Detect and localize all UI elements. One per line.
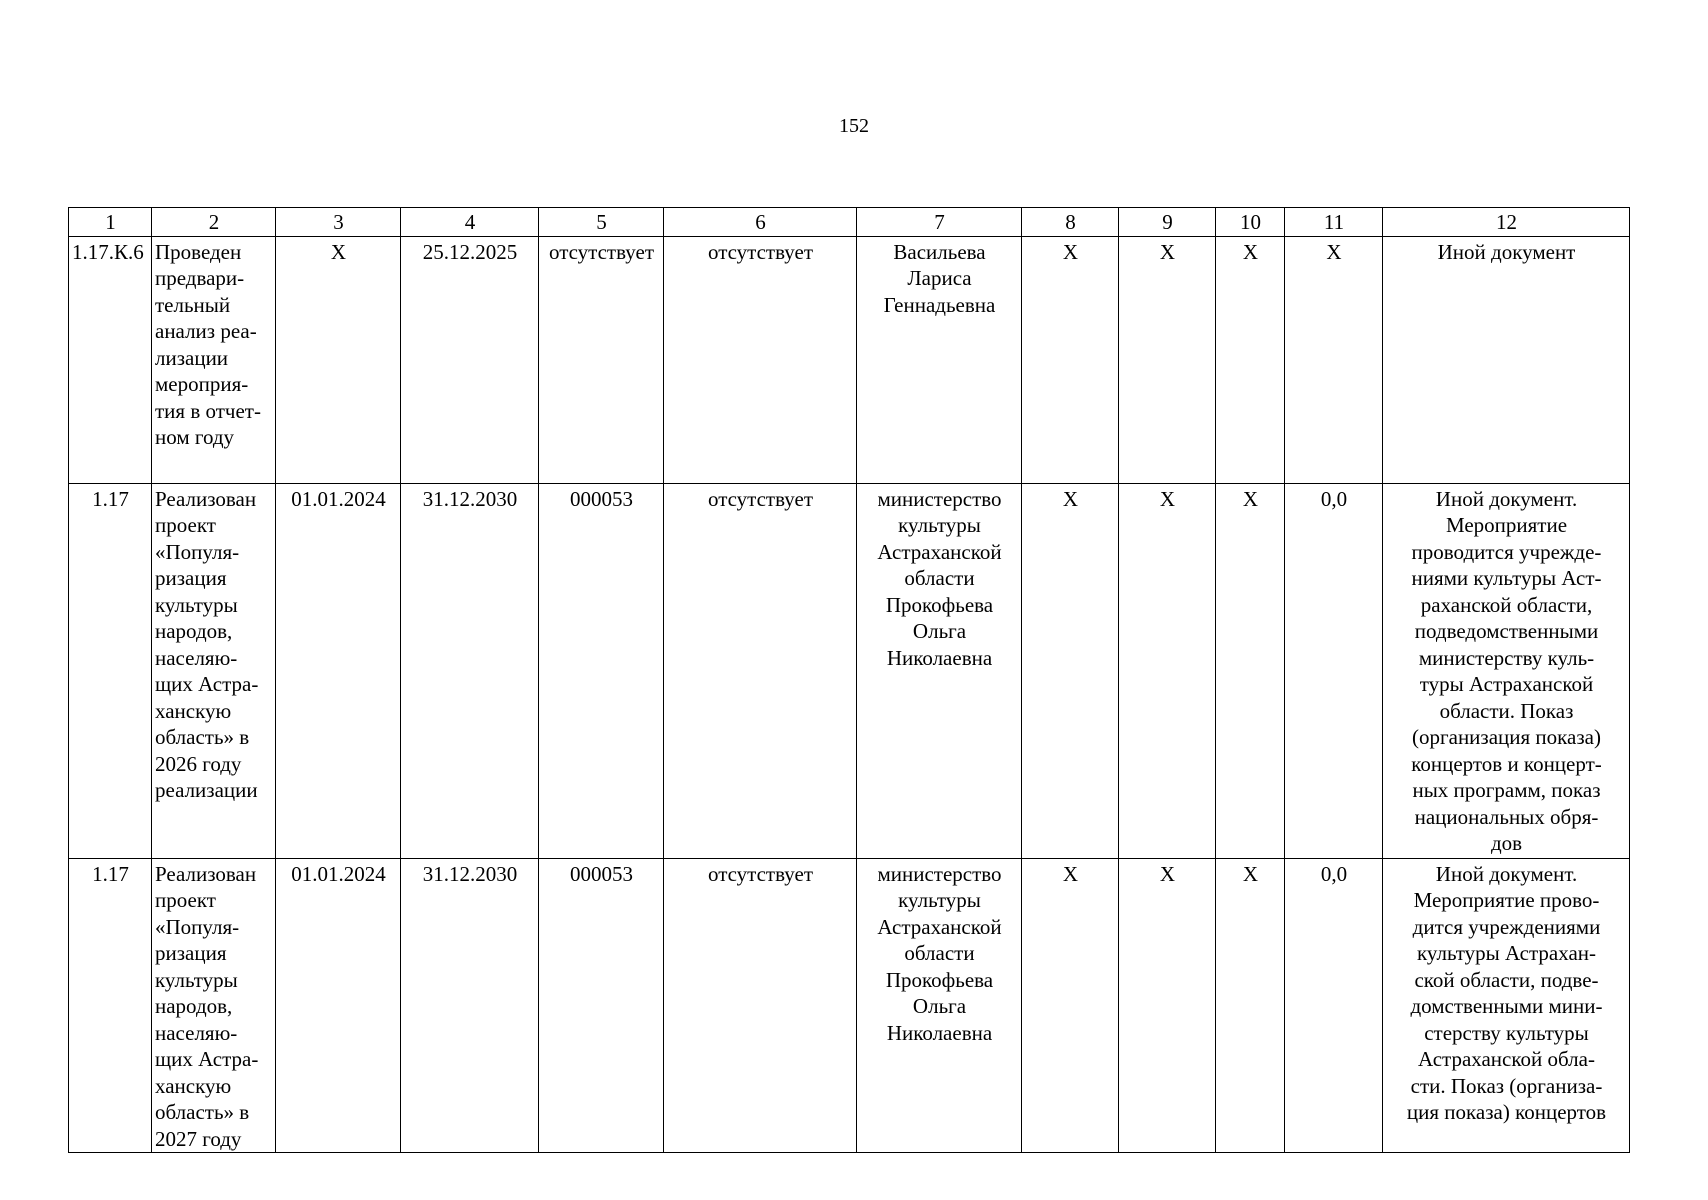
cell-code: отсутствует [539, 236, 664, 483]
cell-result-name: Проведен предвари- тельный анализ реа- лизации мероприя- тия в отчет- ном году [152, 236, 276, 483]
activities-table [68, 207, 1630, 1153]
cell-col11: 0,0 [1285, 483, 1383, 858]
column-header-9: 9 [1119, 208, 1216, 237]
cell-col6: отсутствует [664, 236, 857, 483]
column-header-6: 6 [664, 208, 857, 237]
column-header-12: 12 [1383, 208, 1630, 237]
cell-col10: X [1216, 483, 1285, 858]
cell-result-name: Реализован проект «Популя- ризация культуры народов, населяю- щих Астра- ханскую область» в 2027 году [152, 858, 276, 1153]
column-header-7: 7 [857, 208, 1022, 237]
cell-end-date: 31.12.2030 [401, 483, 539, 858]
cell-code: 000053 [539, 483, 664, 858]
column-header-4: 4 [401, 208, 539, 237]
cell-responsible: министерство культуры Астраханской области Прокофьева Ольга Николаевна [857, 858, 1022, 1153]
table-row [69, 483, 1630, 858]
cell-end-date: 31.12.2030 [401, 858, 539, 1153]
cell-col11: X [1285, 236, 1383, 483]
column-header-5: 5 [539, 208, 664, 237]
cell-col9: X [1119, 858, 1216, 1153]
cell-number: 1.17.К.6 [69, 236, 152, 483]
cell-col9: X [1119, 483, 1216, 858]
cell-col11: 0,0 [1285, 858, 1383, 1153]
cell-col8: X [1022, 483, 1119, 858]
cell-number: 1.17 [69, 858, 152, 1153]
page-number: 152 [839, 115, 869, 137]
cell-responsible: Васильева Лариса Геннадьевна [857, 236, 1022, 483]
cell-responsible: министерство культуры Астраханской области Прокофьева Ольга Николаевна [857, 483, 1022, 858]
column-header-3: 3 [276, 208, 401, 237]
cell-col8: X [1022, 858, 1119, 1153]
cell-number: 1.17 [69, 483, 152, 858]
cell-result-name: Реализован проект «Популя- ризация культуры народов, населяю- щих Астра- ханскую область» в 2026 году реализации [152, 483, 276, 858]
cell-document: Иной документ. Мероприятие прово- дится учреждениями культуры Астрахан- ской области, подве- домственными мини- стерству культуры Астраханской обла- сти. Показ (организа- ция показа) концертов [1383, 858, 1630, 1153]
cell-document: Иной документ [1383, 236, 1630, 483]
cell-end-date: 25.12.2025 [401, 236, 539, 483]
table-row [69, 858, 1630, 1153]
header-row [69, 208, 1630, 237]
cell-document: Иной документ. Мероприятие проводится учрежде- ниями культуры Аст- раханской области, подведомственными министерству куль- туры Астраханской области. Показ (организация показа) концертов и концерт- ных программ, показ национальных обря- дов [1383, 483, 1630, 858]
column-header-1: 1 [69, 208, 152, 237]
cell-col9: X [1119, 236, 1216, 483]
cell-col10: X [1216, 858, 1285, 1153]
cell-code: 000053 [539, 858, 664, 1153]
cell-col6: отсутствует [664, 858, 857, 1153]
cell-col6: отсутствует [664, 483, 857, 858]
column-header-10: 10 [1216, 208, 1285, 237]
cell-start-date: 01.01.2024 [276, 483, 401, 858]
column-header-8: 8 [1022, 208, 1119, 237]
cell-col10: X [1216, 236, 1285, 483]
cell-col8: X [1022, 236, 1119, 483]
cell-start-date: X [276, 236, 401, 483]
table-row [69, 236, 1630, 483]
cell-start-date: 01.01.2024 [276, 858, 401, 1153]
column-header-11: 11 [1285, 208, 1383, 237]
column-header-2: 2 [152, 208, 276, 237]
